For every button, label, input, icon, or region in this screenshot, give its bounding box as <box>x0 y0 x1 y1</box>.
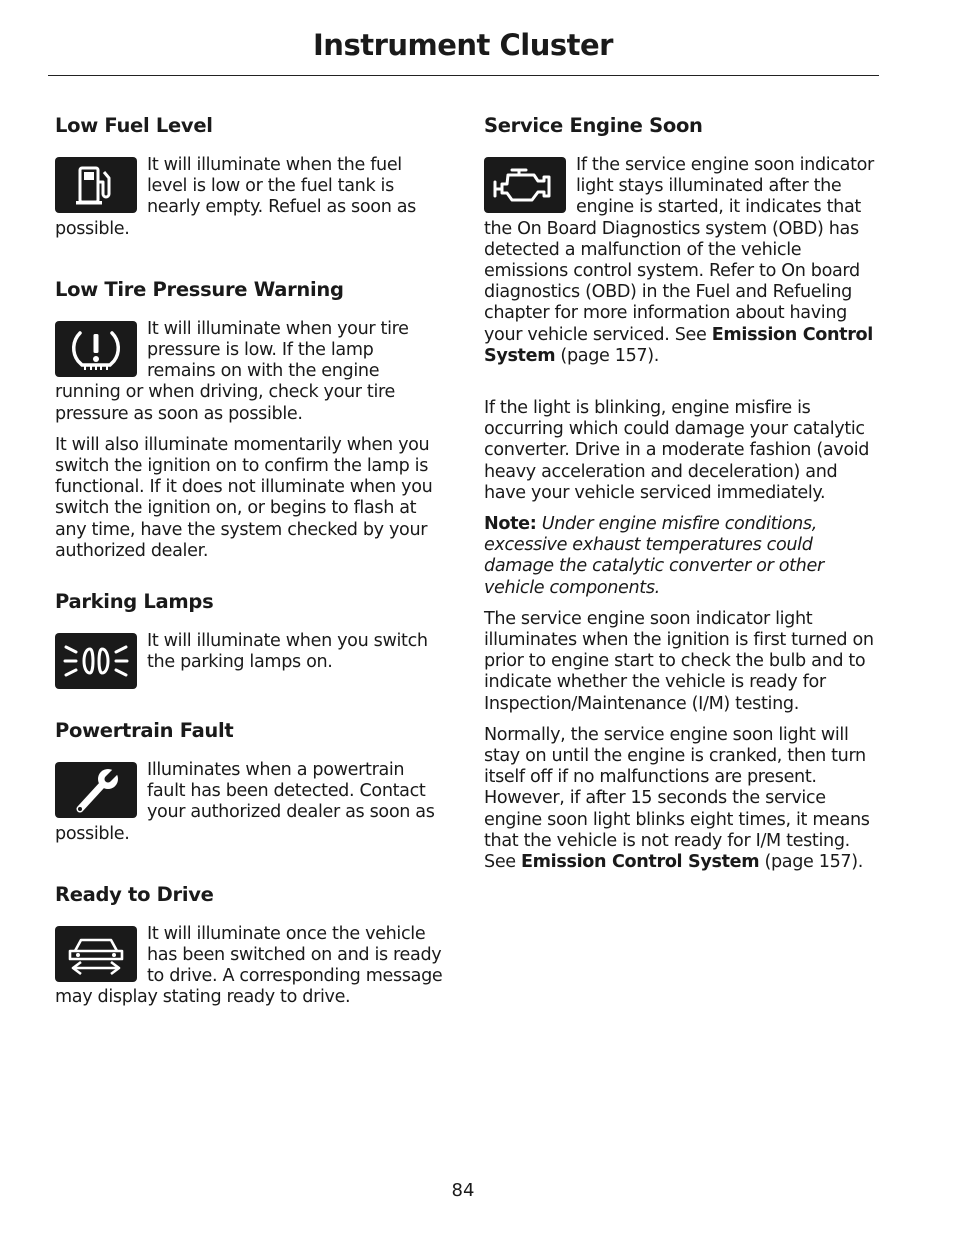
heading-ready-to-drive: Ready to Drive <box>55 882 214 906</box>
low-fuel-description: It will illuminate when the fuel level is low or the fuel tank is nearly empty. Refuel as soon as possible. <box>55 155 416 239</box>
heading-tire-pressure: Low Tire Pressure Warning <box>55 277 344 301</box>
page-title: Instrument Cluster <box>313 28 613 62</box>
section-tire-pressure <box>55 277 445 562</box>
ready-to-drive-icon <box>55 926 137 982</box>
emission-control-link-2[interactable]: Emission Control System <box>521 852 760 873</box>
tire-pressure-description-1: It will illuminate when your tire pressure is low. If the lamp remains on with the engine running or when driving, check your tire pressure as soon as possible. <box>55 318 409 424</box>
service-engine-paragraph-3: The service engine soon indicator light illuminates when the ignition is first turned on prior to engine start to check the bulb and to indicate whether the vehicle is ready for Inspection/Maintenance (I/M) testing. <box>484 608 874 714</box>
section-powertrain <box>55 718 445 855</box>
heading-service-engine: Service Engine Soon <box>484 114 703 137</box>
title-divider <box>48 75 879 76</box>
tire-pressure-description-2: It will also illuminate momentarily when you switch the ignition on to confirm the lamp is functional. If it does not illuminate when you switch the ignition on, or begins to flash at any time, have the system checked by your authorized dealer. <box>55 434 433 561</box>
wrench-icon <box>55 762 137 818</box>
ready-to-drive-description: It will illuminate once the vehicle has been switched on and is ready to drive. A corresponding message may display stating ready to drive. <box>55 923 443 1008</box>
right-column <box>484 113 876 900</box>
section-ready-to-drive <box>55 882 445 1019</box>
service-engine-paragraph-4 <box>484 725 876 873</box>
parking-lamps-icon <box>55 633 137 689</box>
note-label: Note: <box>484 514 537 535</box>
heading-parking-lamps: Parking Lamps <box>55 590 214 614</box>
left-column <box>55 113 445 1046</box>
page-number: 84 <box>451 1180 475 1201</box>
section-parking-lamps <box>55 589 445 691</box>
tire-pressure-icon <box>55 321 137 377</box>
service-engine-p1-page: (page 157). <box>555 345 660 366</box>
note-text: Under engine misfire conditions, excessive exhaust temperatures could damage the catalytic converter or other vehicle components. <box>484 514 824 598</box>
heading-low-fuel: Low Fuel Level <box>55 114 213 137</box>
parking-lamps-description: It will illuminate when you switch the parking lamps on. <box>147 631 428 673</box>
engine-icon <box>484 157 566 213</box>
heading-powertrain: Powertrain Fault <box>55 719 234 743</box>
section-low-fuel <box>55 113 445 250</box>
service-engine-p4-text: Normally, the service engine soon light will stay on until the engine is cranked, then turn itself off if no malfunctions are present. However, if after 15 seconds the service engine soon light blinks eight times, it means that the vehicle is not ready for I/M testing. See <box>484 724 870 873</box>
service-engine-p4-page: (page 157). <box>759 852 864 873</box>
powertrain-description: Illuminates when a powertrain fault has been detected. Contact your authorized dealer as soon as possible. <box>55 760 435 844</box>
service-engine-p1-text: If the service engine soon indicator light stays illuminated after the engine is started, it indicates that the On Board Diagnostics system (OBD) has detected a malfunction of the vehicle emissions control system. Refer to On board diagnostics (OBD) in the Fuel and Refueling chapter for more information about having your vehicle serviced. See <box>484 155 874 345</box>
section-service-engine <box>484 113 876 873</box>
fuel-pump-icon <box>55 157 137 213</box>
service-engine-note <box>484 514 876 599</box>
emission-control-link-1[interactable]: Emission Control System <box>484 324 873 366</box>
service-engine-paragraph-2: If the light is blinking, engine misfire is occurring which could damage your catalytic converter. Drive in a moderate fashion (avoid heavy acceleration and deceleration) and have your vehicle serviced immediately. <box>484 398 870 503</box>
